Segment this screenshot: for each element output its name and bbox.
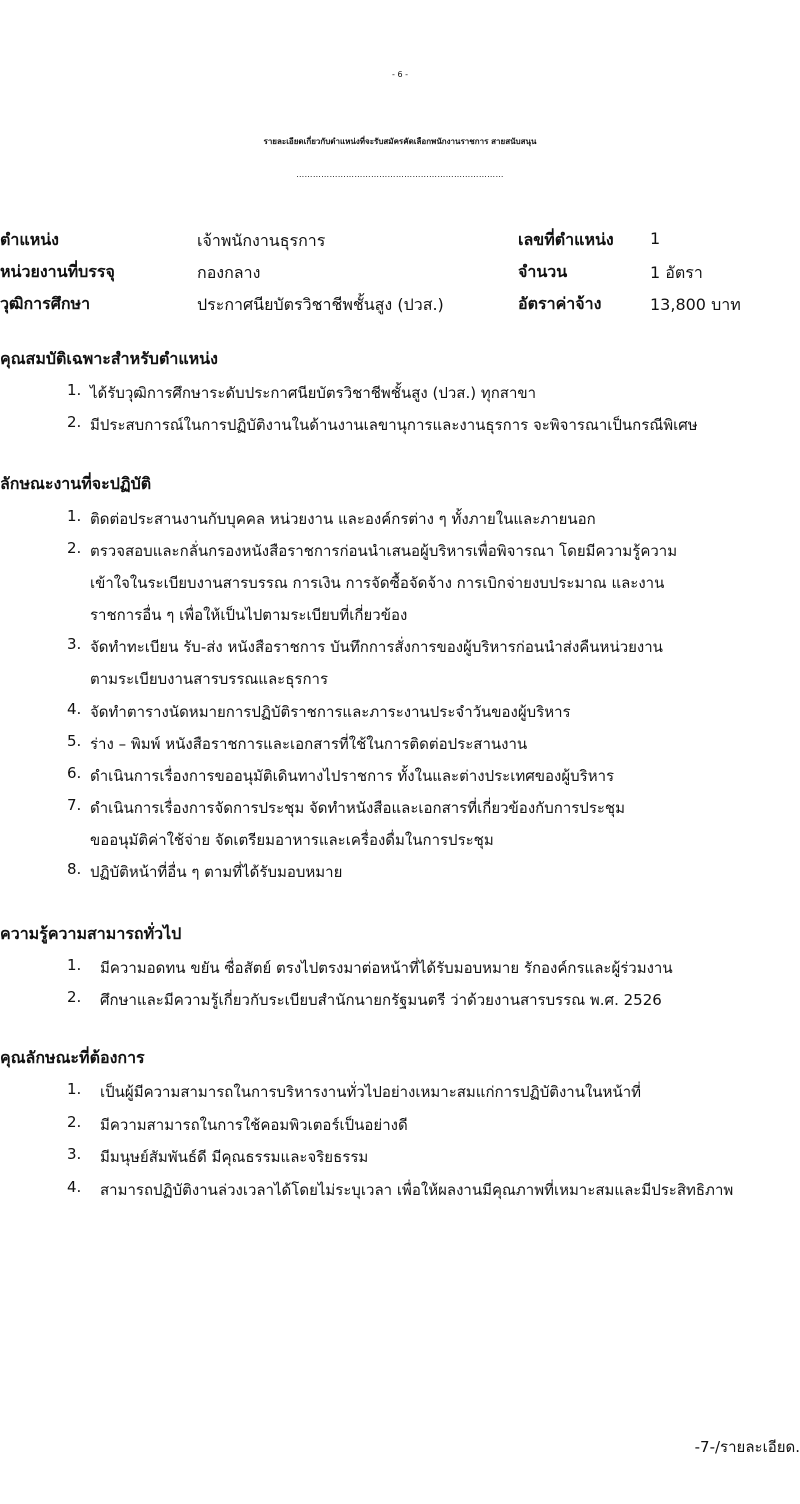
salary-value: 13,800 บาท [650, 295, 741, 314]
section-heading: ลักษณะงานที่จะปฏิบัติ [0, 474, 152, 493]
list-item: จัดทำตารางนัดหมายการปฏิบัติราชการและภาระงานประจำวันของผู้บริหาร [90, 703, 571, 721]
list-item: ตรวจสอบและกลั่นกรองหนังสือราชการก่อนนำเสนอผู้บริหารเพื่อพิจารณา โดยมีความรู้ความ [90, 542, 678, 560]
list-item: ติดต่อประสานงานกับบุคคล หน่วยงาน และองค์กรต่าง ๆ ทั้งภายในและภายนอก [90, 510, 596, 528]
item-number: 3. [67, 635, 82, 653]
item-number: 8. [67, 860, 82, 878]
list-item: จัดทำทะเบียน รับ-ส่ง หนังสือราชการ บันทึกการสั่งการของผู้บริหารก่อนนำส่งคืนหน่วยงาน [90, 638, 663, 656]
position-number-label: เลขที่ตำแหน่ง [518, 230, 614, 249]
list-item: ได้รับวุฒิการศึกษาระดับประกาศนียบัตรวิชาชีพชั้นสูง (ปวส.) ทุกสาขา [90, 384, 537, 402]
section-heading: คุณสมบัติเฉพาะสำหรับตำแหน่ง [0, 349, 218, 368]
item-number: 2. [67, 539, 82, 557]
position-label: ตำแหน่ง [0, 230, 59, 249]
list-item: มีความอดทน ขยัน ซื่อสัตย์ ตรงไปตรงมาต่อหน้าที่ได้รับมอบหมาย รักองค์กรและผู้ร่วมงาน [100, 959, 673, 977]
list-item: ร่าง – พิมพ์ หนังสือราชการและเอกสารที่ใช้ในการติดต่อประสานงาน [90, 735, 528, 753]
list-item: ดำเนินการเรื่องการขออนุมัติเดินทางไปราชการ ทั้งในและต่างประเทศของผู้บริหาร [90, 767, 615, 785]
item-number: 4. [67, 700, 82, 718]
list-item: ดำเนินการเรื่องการจัดการประชุม จัดทำหนังสือและเอกสารที่เกี่ยวข้องกับการประชุม [90, 799, 626, 817]
item-number: 5. [67, 732, 82, 750]
list-item-continuation: ขออนุมัติค่าใช้จ่าย จัดเตรียมอาหารและเครื่องดื่มในการประชุม [90, 831, 494, 849]
section-heading: คุณลักษณะที่ต้องการ [0, 1048, 145, 1067]
position-number-value: 1 [650, 229, 661, 248]
item-number: 6. [67, 764, 82, 782]
list-item: เป็นผู้มีความสามารถในการบริหารงานทั่วไปอย่างเหมาะสมแก่การปฏิบัติงานในหน้าที่ [100, 1083, 642, 1101]
page-number: - 6 - [392, 70, 408, 79]
item-number: 7. [67, 796, 82, 814]
item-number: 2. [67, 1113, 82, 1131]
item-number: 1. [67, 956, 82, 974]
item-number: 1. [67, 507, 82, 525]
item-number: 2. [67, 988, 82, 1006]
list-item: สามารถปฏิบัติงานล่วงเวลาได้โดยไม่ระบุเวลา เพื่อให้ผลงานมีคุณภาพที่เหมาะสมและมีประสิทธิภาพ [100, 1181, 734, 1199]
count-label: จำนวน [518, 262, 568, 281]
list-item: มีมนุษย์สัมพันธ์ดี มีคุณธรรมและจริยธรรม [100, 1148, 369, 1166]
item-number: 3. [67, 1145, 82, 1163]
list-item-continuation: เข้าใจในระเบียบงานสารบรรณ การเงิน การจัดซื้อจัดจ้าง การเบิกจ่ายงบประมาณ และงาน [90, 574, 665, 592]
list-item: มีความสามารถในการใช้คอมพิวเตอร์เป็นอย่างดี [100, 1116, 408, 1134]
unit-value: กองกลาง [197, 263, 261, 282]
item-number: 1. [67, 381, 82, 399]
list-item: ปฏิบัติหน้าที่อื่น ๆ ตามที่ได้รับมอบหมาย [90, 863, 343, 881]
education-label: วุฒิการศึกษา [0, 294, 91, 313]
position-value: เจ้าพนักงานธุรการ [197, 231, 326, 250]
list-item-continuation: ราชการอื่น ๆ เพื่อให้เป็นไปตามระเบียบที่เกี่ยวข้อง [90, 606, 408, 624]
salary-label: อัตราค่าจ้าง [518, 294, 602, 313]
item-number: 4. [67, 1178, 82, 1196]
section-heading: ความรู้ความสามารถทั่วไป [0, 924, 182, 943]
item-number: 1. [67, 1080, 82, 1098]
list-item: มีประสบการณ์ในการปฏิบัติงานในด้านงานเลขานุการและงานธุรการ จะพิจารณาเป็นกรณีพิเศษ [90, 416, 698, 434]
document-title: รายละเอียดเกี่ยวกับตำแหน่งที่จะรับสมัครคัดเลือกพนักงานราชการ สายสนับสนุน [263, 137, 537, 146]
next-page-reference: -7-/รายละเอียด. [694, 1438, 800, 1456]
list-item-continuation: ตามระเบียบงานสารบรรณและธุรการ [90, 670, 329, 688]
list-item: ศึกษาและมีความรู้เกี่ยวกับระเบียบสำนักนายกรัฐมนตรี ว่าด้วยงานสารบรรณ พ.ศ. 2526 [100, 991, 662, 1009]
unit-label: หน่วยงานที่บรรจุ [0, 262, 115, 281]
count-value: 1 อัตรา [650, 263, 703, 282]
item-number: 2. [67, 413, 82, 431]
dotted-line: ………………………………………………………………… [296, 170, 504, 179]
education-value: ประกาศนียบัตรวิชาชีพชั้นสูง (ปวส.) [197, 295, 444, 314]
